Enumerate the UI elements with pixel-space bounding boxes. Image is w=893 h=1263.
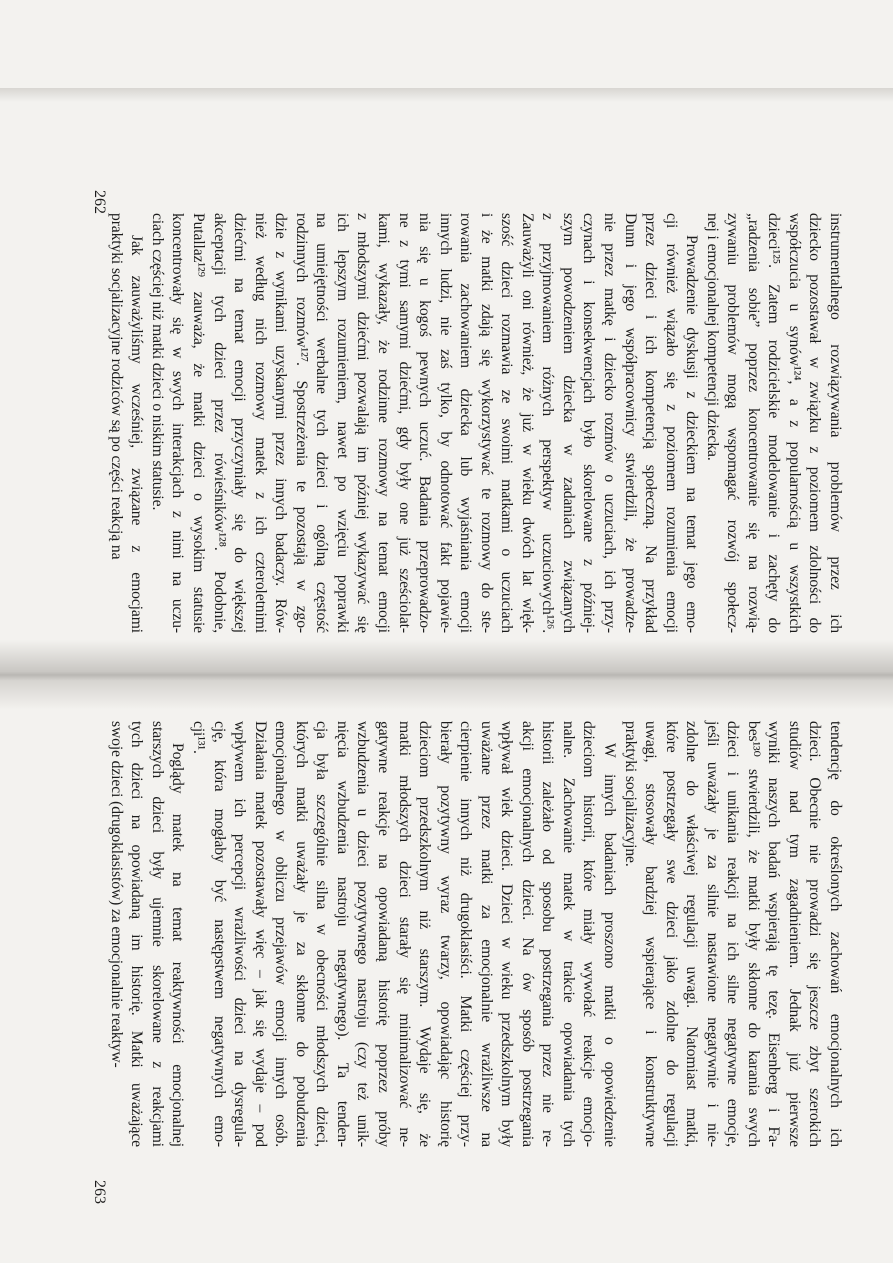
- right-page-text: [105, 721, 845, 1147]
- text-line: instrumentalnego rozwiązywania problemów przez ich: [827, 213, 844, 633]
- text-line: zywaniu problemów mogą wspomagać rozwój społecz-: [724, 213, 742, 633]
- text-line: których matki uważały je za skłonne do pobudzenia: [292, 721, 310, 1147]
- text-line: cja była szczególnie silna w obecności młodszych dzieci,: [313, 721, 331, 1147]
- text-line: cierpienie innych niż drugoklasiści. Matki częściej przy-: [457, 721, 475, 1147]
- text-line: zdolne do właściwej regulacji uwagi. Natomiast matki,: [683, 721, 701, 1147]
- text-line: innych ludzi, nie zaś tylko, by odnotować fakt pojawie-: [436, 213, 454, 633]
- text-line: Dunn i jego współpracownicy stwierdzili, że prowadze-: [621, 213, 639, 633]
- text-line: nięcia wzbudzenia nastroju negatywnego). Ta tenden-: [333, 721, 351, 1147]
- text-line: wyniki naszych badań wspierają tę tezę. Eisenberg i Fa-: [765, 721, 783, 1147]
- text-line: W innych badaniach proszono matki o opowiedzenie: [600, 743, 618, 1147]
- text-line: „radzenia sobie” poprzez koncentrowanie się na rozwią-: [744, 213, 762, 633]
- text-line: akcji emocjonalnych dzieci. Na ów sposób postrzegania: [518, 721, 536, 1147]
- text-line: gatywne reakcje na opowiadaną historię poprzez próby: [374, 721, 392, 1147]
- text-line: rowania zachowaniem dziecka lub wyjaśniania emocji: [457, 213, 475, 633]
- text-line: wzbudzenia u dzieci pozytywnego nastroju (czy też unik-: [354, 721, 372, 1147]
- text-line: Prowadzenie dyskusji z dzieckiem na temat jego emo-: [683, 235, 701, 633]
- text-line: współczucia u synów¹²⁴, a z popularnością u wszystkich: [785, 213, 803, 633]
- text-line: czynach i konsekwencjach było skorelowane z później-: [580, 213, 598, 633]
- text-line: ne z tymi samymi dziećmi, gdy były one już sześciolat-: [395, 213, 413, 633]
- text-line: praktyki socjalizacyjne rodziców są po części reakcją na: [107, 213, 125, 560]
- text-line: nie przez matkę i dziecko rozmów o uczuciach, ich przy-: [600, 213, 618, 633]
- text-line: szym powodzeniem dziecka w zadaniach związanych: [559, 213, 577, 633]
- text-line: historii zależało od sposobu postrzegania przez nie re-: [539, 721, 557, 1147]
- text-line: nalne. Zachowanie matek w trakcie opowiadania tych: [559, 721, 577, 1147]
- text-line: które postrzegały swe dzieci jako zdolne do regulacji: [662, 721, 680, 1147]
- text-line: starszych dzieci były ujemnie skorelowane z reakcjami: [148, 721, 166, 1147]
- text-line: swoje dzieci (drugoklasistów) za emocjonalnie reaktyw-: [107, 721, 125, 1068]
- text-line: i że matki zdają się wykorzystywać te rozmowy do ste-: [477, 213, 495, 633]
- right-page-number: 263: [91, 1180, 108, 1204]
- text-line: nież według nich rozmowy matek z ich czteroletnimi: [251, 213, 269, 633]
- text-line: Działania matek pozostawały więc – jak się wydaje – pod: [251, 721, 269, 1147]
- text-line: dzieci. Obecnie nie prowadzi się jeszcze zbyt szerokich: [806, 721, 824, 1147]
- text-line: studiów nad tym zagadnieniem. Jednak już pierwsze: [785, 721, 803, 1147]
- text-line: kami, wykazały, że rodzinne rozmowy na temat emocji: [374, 213, 392, 633]
- text-line: z młodszymi dziećmi pozwalają im później wykazywać się: [354, 213, 372, 633]
- text-line: matki młodszych dzieci starały się minimalizować ne-: [395, 721, 413, 1147]
- text-line: dzieci i unikania reakcji na ich silne negatywne emocje,: [724, 721, 742, 1147]
- text-line: Zauważyli oni również, że już w wieku dwóch lat więk-: [518, 213, 536, 633]
- text-line: ciach częściej niż matki dzieci o niskim statusie.: [148, 213, 166, 511]
- text-line: bes¹³⁰ stwierdzili, że matki były skłonne do karania swych: [744, 721, 762, 1147]
- text-line: wpływem ich percepcji wrażliwości dzieci na dysregula-: [231, 721, 249, 1147]
- text-line: koncentrowały się w swych interakcjach z nimi na uczu-: [169, 213, 187, 633]
- text-line: Putallaz¹²⁹ zauważa, że matki dzieci o wysokim statusie: [190, 213, 208, 633]
- text-line: przez dzieci i ich kompetencją społeczną. Na przykład: [642, 213, 660, 633]
- text-line: ich lepszym rozumieniem, nawet po wzięciu poprawki: [333, 213, 351, 633]
- text-line: tendencję do określonych zachowań emocjonalnych ich: [827, 721, 844, 1147]
- text-line: wpływał wiek dzieci. Dzieci w wieku przedszkolnym były: [498, 721, 516, 1147]
- text-line: Poglądy matek na temat reaktywności emocjonalnej: [169, 743, 187, 1147]
- left-page-text: [105, 213, 845, 633]
- text-line: praktyki socjalizacyjne.: [621, 721, 639, 867]
- text-line: szość dzieci rozmawia ze swoimi matkami o uczuciach: [498, 213, 516, 633]
- text-line: dzieciom przedszkolnym niż starszym. Wydaje się, że: [416, 721, 434, 1147]
- text-line: bierały pozytywny wyraz twarzy, opowiadając historię: [436, 721, 454, 1147]
- text-line: cji¹³¹.: [190, 721, 208, 754]
- text-line: nej i emocjonalnej kompetencji dziecka.: [703, 213, 721, 461]
- text-line: akceptacji tych dzieci przez rówieśników¹²⁸. Podobnie,: [210, 213, 228, 633]
- text-line: dzie z wynikami uzyskanymi przez innych badaczy. Rów-: [272, 213, 290, 633]
- text-line: cję, która mogłaby być następstwem negatywnych emo-: [210, 721, 228, 1147]
- book-fold: [0, 640, 893, 710]
- text-line: tych dzieci na opowiadaną im historię. Matki uważające: [128, 721, 146, 1147]
- text-line: uważane przez matki za emocjonalnie wrażliwsze na: [477, 721, 495, 1147]
- text-line: dzieciom historii, które miały wywołać reakcje emocjo-: [580, 721, 598, 1147]
- text-line: emocjonalnego w obliczu przejawów emocji innych osób.: [272, 721, 290, 1147]
- text-line: jeśli uważały je za silnie nastawione negatywnie i nie-: [703, 721, 721, 1147]
- text-line: z przyjmowaniem różnych perspektyw uczuciowych¹²⁶.: [539, 213, 557, 633]
- text-line: dzieci¹²⁵. Zatem rodzicielskie modelowanie i zachęty do: [765, 213, 783, 633]
- text-line: dziecko pozostawał w związku z poziomem zdolności do: [806, 213, 824, 633]
- text-line: cji również wiązało się z poziomem rozumienia emocji: [662, 213, 680, 633]
- text-line: uwagi, stosowały bardziej wspierające i konstruktywne: [642, 721, 660, 1147]
- text-line: Jak zauważyliśmy wcześniej, związane z emocjami: [128, 235, 146, 633]
- left-page-number: 262: [91, 190, 108, 214]
- text-line: nia się u kogoś pewnych uczuć. Badania przeprowadzo-: [416, 213, 434, 633]
- text-line: rodzinnych rozmów¹²⁷. Spostrzeżenia te pozostają w zgo-: [292, 213, 310, 633]
- text-line: dziećmi na temat emocji przyczyniały się do większej: [231, 213, 249, 633]
- text-line: na umiejętności werbalne tych dzieci i ogólną częstość: [313, 213, 331, 633]
- scan-shadow: [0, 88, 893, 102]
